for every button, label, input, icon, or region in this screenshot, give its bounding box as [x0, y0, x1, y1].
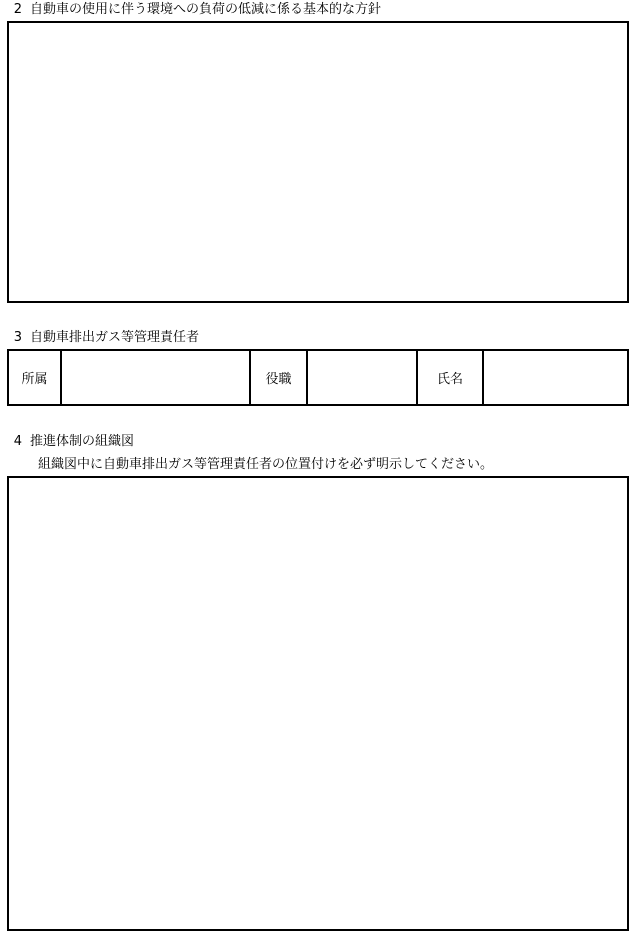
manager-table [7, 349, 629, 406]
section-4-heading [0, 434, 134, 450]
section-2-number: 2 [13, 2, 22, 17]
position-field[interactable] [308, 351, 418, 404]
org-chart-input-area[interactable] [9, 478, 627, 929]
section-2-title: 自動車の使用に伴う環境への負荷の低減に係る基本的な方針 [30, 2, 382, 17]
section-3-number: 3 [13, 330, 22, 345]
section-3-title: 自動車排出ガス等管理責任者 [30, 330, 200, 345]
section-2-heading [0, 2, 381, 18]
policy-input-area[interactable] [9, 23, 627, 301]
org-chart-box [7, 476, 629, 931]
affiliation-label: 所属 [9, 351, 62, 404]
section-3-heading [0, 330, 199, 346]
name-label: 氏名 [418, 351, 484, 404]
section-4-note: 組織図中に自動車排出ガス等管理責任者の位置付けを必ず明示してください。 [38, 457, 494, 472]
position-label: 役職 [251, 351, 308, 404]
name-field[interactable] [484, 351, 627, 404]
affiliation-field[interactable] [62, 351, 251, 404]
section-4-number: 4 [13, 434, 22, 449]
section-4-title: 推進体制の組織図 [30, 434, 135, 449]
policy-box [7, 21, 629, 303]
